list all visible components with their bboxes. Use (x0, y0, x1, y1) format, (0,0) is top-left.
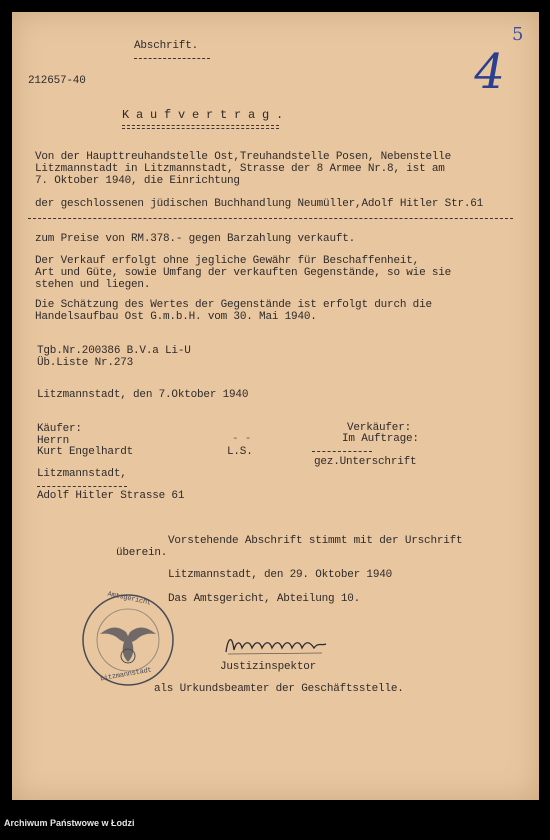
intro-line-3: 7. Oktober 1940, die Einrichtung (35, 175, 240, 187)
certification-line-1: Vorstehende Abschrift stimmt mit der Urschrift (168, 535, 463, 547)
valuation-line-1: Die Schätzung des Wertes der Gegenstände ist erfolgt durch die (35, 299, 432, 311)
seal-mark: L.S. (227, 446, 253, 458)
certification-court: Das Amtsgericht, Abteilung 10. (168, 593, 361, 605)
certification-role: als Urkundsbeamter der Geschäftsstelle. (154, 683, 404, 695)
abschrift-underline (134, 58, 210, 59)
reference-line-2: Üb.Liste Nr.273 (37, 357, 134, 369)
handwritten-number: 4 (469, 44, 510, 100)
title-underline-2 (122, 128, 279, 129)
buyer-name: Kurt Engelhardt (37, 446, 134, 458)
contract-place-date: Litzmannstadt, den 7.Oktober 1940 (37, 389, 249, 401)
business-line: der geschlossenen jüdischen Buchhandlung Neumüller,Adolf Hitler Str.61 (35, 198, 484, 210)
seller-signature-note: gez.Unterschrift (314, 456, 417, 468)
abschrift-heading: Abschrift. (134, 40, 199, 52)
intro-line-2: Litzmannstadt in Litzmannstadt, Strasse der 8 Armee Nr.8, ist am (35, 163, 445, 175)
stamp-top-text: Amtsgericht (106, 590, 152, 608)
corner-number: 5 (512, 24, 524, 45)
certification-line-2: überein. (116, 547, 168, 559)
intro-line-1: Von der Haupttreuhandstelle Ost,Treuhandstelle Posen, Nebenstelle (35, 151, 452, 163)
buyer-salutation: Herrn (37, 435, 70, 447)
business-separator (28, 218, 513, 219)
buyer-separator (37, 486, 127, 487)
stamp-bottom-text: Litzmannstadt (99, 666, 153, 684)
certification-title: Justizinspektor (220, 661, 317, 673)
reference-line-1: Tgb.Nr.200386 B.V.a Li-U (37, 345, 191, 357)
warranty-line-3: stehen und liegen. (35, 279, 151, 291)
contract-title: K a u f v e r t r a g . (122, 108, 284, 122)
document-page (12, 12, 539, 800)
buyer-street: Adolf Hitler Strasse 61 (37, 490, 185, 502)
handwritten-signature (222, 632, 332, 658)
file-number: 212657-40 (28, 75, 86, 87)
certification-place-date: Litzmannstadt, den 29. Oktober 1940 (168, 569, 393, 581)
seller-signature-line (312, 451, 372, 452)
seller-on-behalf: Im Auftrage: (342, 433, 419, 445)
warranty-line-2: Art und Güte, sowie Umfang der verkauften Gegenstände, so wie sie (35, 267, 452, 279)
title-underline-1 (122, 125, 279, 126)
buyer-label: Käufer: (37, 423, 82, 435)
seal-dashes: - - (232, 433, 252, 445)
buyer-city: Litzmannstadt, (37, 468, 127, 480)
seller-label: Verkäufer: (347, 422, 412, 434)
warranty-line-1: Der Verkauf erfolgt ohne jegliche Gewähr für Beschaffenheit, (35, 255, 420, 267)
archive-footer: Archiwum Państwowe w Łodzi (4, 818, 135, 828)
price-line: zum Preise von RM.378.- gegen Barzahlung verkauft. (35, 233, 356, 245)
valuation-line-2: Handelsaufbau Ost G.m.b.H. vom 30. Mai 1940. (35, 311, 317, 323)
